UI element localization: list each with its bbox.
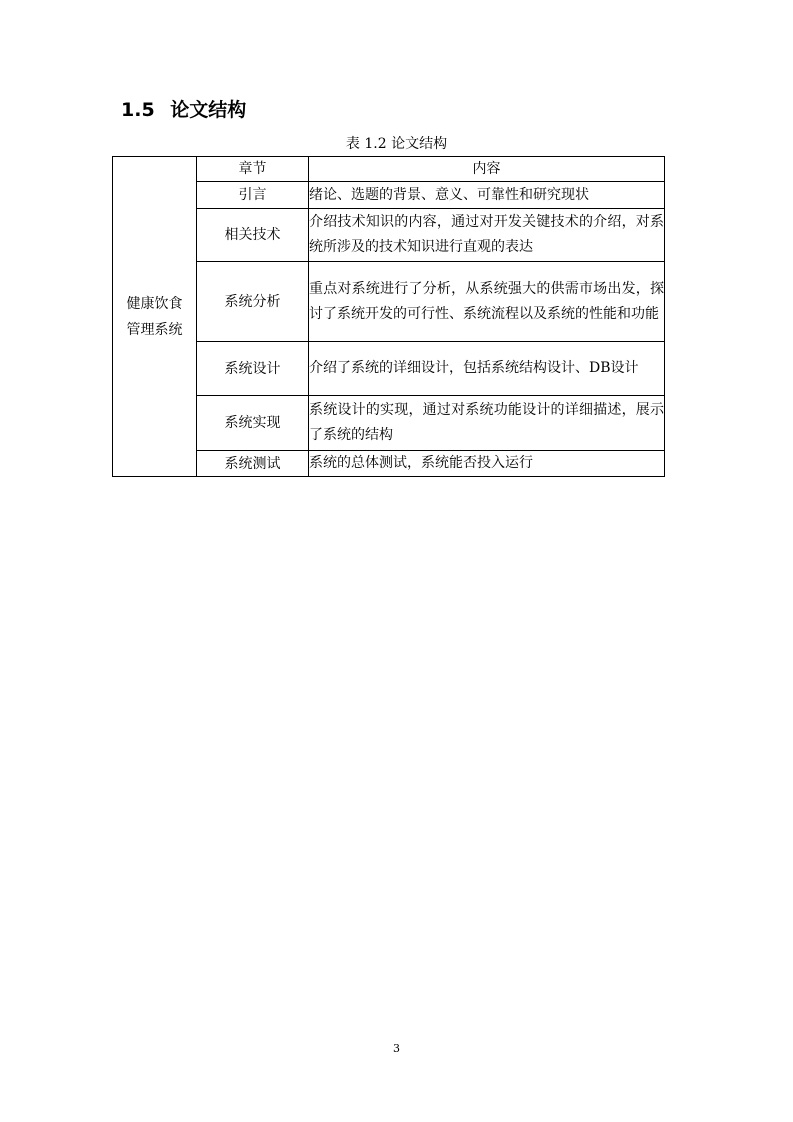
chapter-cell: 系统测试 xyxy=(197,451,309,477)
header-content: 内容 xyxy=(309,157,665,182)
table-header-row xyxy=(113,157,665,182)
chapter-cell: 相关技术 xyxy=(197,209,309,262)
section-title: 论文结构 xyxy=(170,99,247,121)
group-label-line2: 管理系统 xyxy=(126,321,183,338)
group-label-line1: 健康饮食 xyxy=(126,295,183,312)
content-cell: 系统的总体测试，系统能否投入运行 xyxy=(309,451,665,477)
section-number: 1.5 xyxy=(121,99,155,121)
chapter-cell: 系统实现 xyxy=(197,396,309,451)
system-group-cell xyxy=(113,157,197,477)
content-cell: 系统设计的实现，通过对系统功能设计的详细描述，展示了系统的结构 xyxy=(309,396,665,451)
content-cell: 介绍技术知识的内容，通过对开发关键技术的介绍，对系统所涉及的技术知识进行直观的表达 xyxy=(309,209,665,262)
content-cell: 重点对系统进行了分析，从系统强大的供需市场出发，探讨了系统开发的可行性、系统流程以及系统的性能和功能 xyxy=(309,262,665,342)
thesis-structure-table xyxy=(112,156,665,477)
chapter-cell: 引言 xyxy=(197,182,309,209)
section-heading xyxy=(121,97,246,123)
chapter-cell: 系统设计 xyxy=(197,342,309,396)
content-cell: 介绍了系统的详细设计，包括系统结构设计、DB设计 xyxy=(309,342,665,396)
header-chapter: 章节 xyxy=(197,157,309,182)
chapter-cell: 系统分析 xyxy=(197,262,309,342)
content-cell: 绪论、选题的背景、意义、可靠性和研究现状 xyxy=(309,182,665,209)
page-number: 3 xyxy=(393,1042,400,1055)
table-caption: 表 1.2 论文结构 xyxy=(345,136,448,152)
